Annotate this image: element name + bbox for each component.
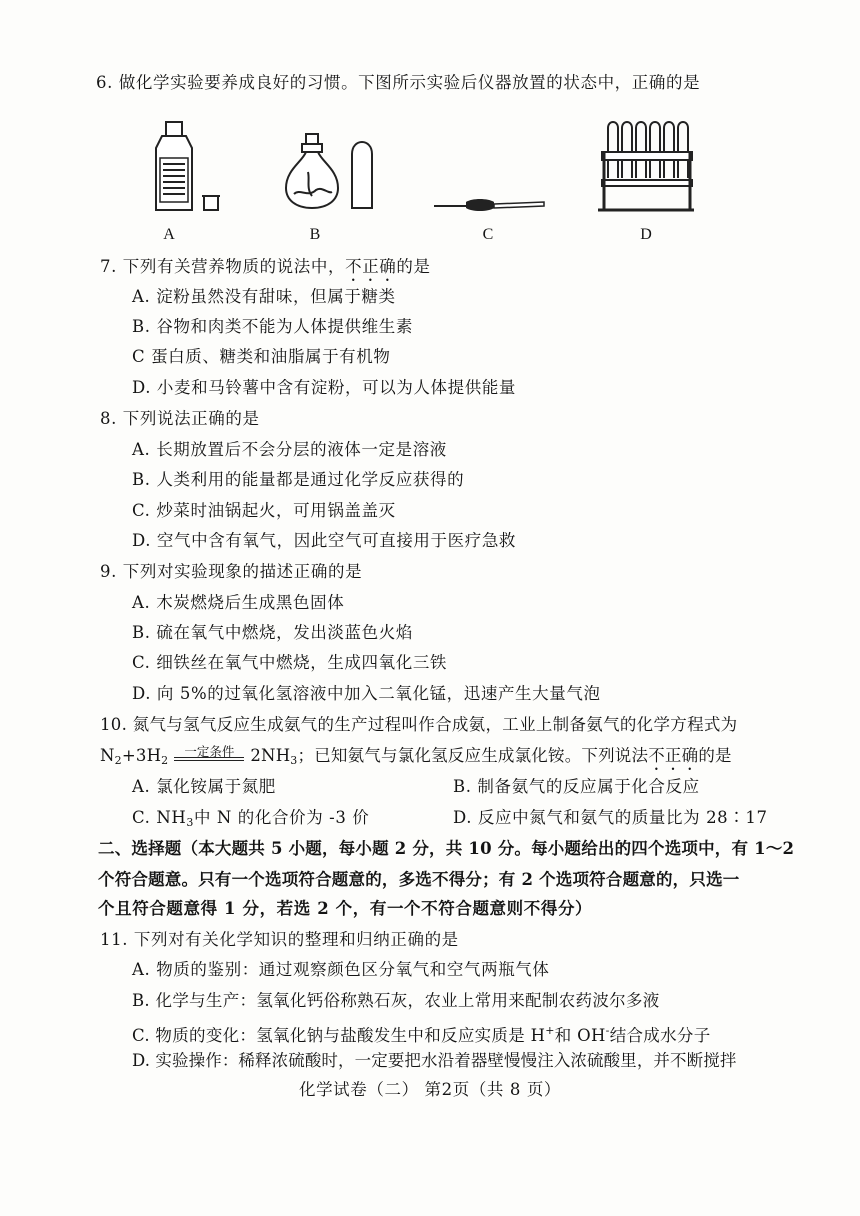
test-tube-rack-icon [598, 118, 694, 214]
q6-option-d: D [640, 226, 652, 243]
q8-option-c: C. 炒菜时油锅起火，可用锅盖盖灭 [132, 501, 396, 520]
section2-line1: 二、选择题（本大题共 5 小题，每小题 2 分，共 10 分。每小题给出的四个选项中，有 1～2 [98, 839, 795, 858]
q6-stem: 6. 做化学实验要养成良好的习惯。下图所示实验后仪器放置的状态中，正确的是 [96, 73, 701, 92]
q11-c-pre: C. 物质的变化：氢氧化钠与盐酸发生中和反应实质是 H [132, 1026, 546, 1045]
q10-line2-emphasis: 不正确 [648, 746, 699, 765]
reagent-bottle-icon [148, 118, 228, 213]
q11-option-d: D. 实验操作：稀释浓硫酸时，一定要把水沿着器壁慢慢注入浓硫酸里，并不断搅拌 [132, 1051, 737, 1070]
q8-option-b: B. 人类利用的能量都是通过化学反应获得的 [132, 470, 465, 489]
eq-product-sub: 3 [290, 754, 298, 767]
q7-option-d: D. 小麦和马铃薯中含有淀粉，可以为人体提供能量 [132, 378, 517, 397]
q11-option-c [132, 1020, 711, 1047]
q10-option-b: B. 制备氨气的反应属于化合反应 [453, 777, 700, 796]
q8-option-d: D. 空气中含有氧气，因此空气可直接用于医疗急救 [132, 531, 517, 550]
q9-option-b: B. 硫在氧气中燃烧，发出淡蓝色火焰 [132, 623, 413, 642]
q10-line2-end: 的是 [698, 746, 732, 765]
q6-figure-row [140, 118, 720, 258]
eq-n-sub: 2 [114, 754, 122, 767]
q11-option-a: A. 物质的鉴别：通过观察颜色区分氧气和空气两瓶气体 [132, 960, 550, 979]
q7-stem-emphasis: 不正确 [345, 257, 397, 276]
q9-option-a: A. 木炭燃烧后生成黑色固体 [132, 593, 345, 612]
q11-c-post: 结合成水分子 [609, 1026, 711, 1045]
dropper-icon [432, 194, 548, 214]
q10-option-d: D. 反应中氮气和氨气的质量比为 28∶17 [453, 808, 768, 827]
q8-stem: 8. 下列说法正确的是 [100, 409, 260, 428]
q10-option-a: A. 氯化铵属于氮肥 [132, 777, 276, 796]
q10-stem-line1: 10. 氮气与氢气反应生成氨气的生产过程叫作合成氨，工业上制备氨气的化学方程式为 [100, 715, 738, 734]
q11-c-sup2: - [605, 1024, 610, 1037]
eq-n: N [100, 746, 115, 765]
q7-stem [100, 256, 431, 285]
q9-option-c: C. 细铁丝在氧气中燃烧，生成四氧化三铁 [132, 653, 448, 672]
alcohol-lamp-figure [282, 132, 378, 216]
test-tube-rack-figure [598, 118, 694, 218]
page-footer: 化学试卷（二） 第2页（共 8 页） [298, 1080, 562, 1099]
q8-option-a: A. 长期放置后不会分层的液体一定是溶液 [132, 440, 447, 459]
q10-c-post: 中 N 的化合价为 -3 价 [193, 808, 370, 827]
q7-option-b: B. 谷物和肉类不能为人体提供维生素 [132, 317, 413, 336]
eq-product: 2NH [250, 746, 291, 765]
q7-option-c: C 蛋白质、糖类和油脂属于有机物 [132, 347, 391, 366]
eq-plus-h: +3H [121, 746, 162, 765]
reaction-condition: 一定条件 [184, 744, 235, 759]
q7-stem-pre: 7. 下列有关营养物质的说法中， [100, 257, 346, 276]
q10-line2-post: ；已知氨气与氯化氢反应生成氯化铵。下列说法 [297, 746, 649, 765]
section2-line2: 个符合题意。只有一个选项符合题意的，多选不得分；有 2 个选项符合题意的，只选一 [98, 870, 740, 889]
q10-option-c [132, 807, 369, 834]
dropper-figure [432, 194, 548, 218]
q11-option-b: B. 化学与生产：氢氧化钙俗称熟石灰，农业上常用来配制农药波尔多液 [132, 991, 660, 1010]
reaction-condition-arrow [174, 745, 244, 767]
q10-c-pre: C. NH [132, 808, 187, 827]
q6-option-a: A [163, 226, 175, 243]
section2-line3: 个且符合题意得 1 分，若选 2 个，有一个不符合题意则不得分） [98, 899, 593, 918]
q6-option-c: C [482, 226, 494, 243]
q11-stem: 11. 下列对有关化学知识的整理和归纳正确的是 [100, 930, 459, 949]
reagent-bottle-figure [148, 118, 228, 217]
q7-stem-post: 的是 [396, 257, 431, 276]
q9-option-d: D. 向 5%的过氧化氢溶液中加入二氧化锰，迅速产生大量气泡 [132, 684, 601, 703]
alcohol-lamp-icon [282, 132, 378, 212]
q10-c-sub: 3 [186, 816, 194, 829]
q7-option-a: A. 淀粉虽然没有甜味，但属于糖类 [132, 287, 396, 306]
q11-c-sup1: + [545, 1024, 555, 1037]
q6-option-b: B [309, 226, 321, 243]
q9-stem: 9. 下列对实验现象的描述正确的是 [100, 562, 363, 581]
q11-c-mid: 和 OH [554, 1026, 606, 1045]
q10-stem-line2 [100, 745, 732, 774]
eq-h-sub: 2 [161, 754, 169, 767]
